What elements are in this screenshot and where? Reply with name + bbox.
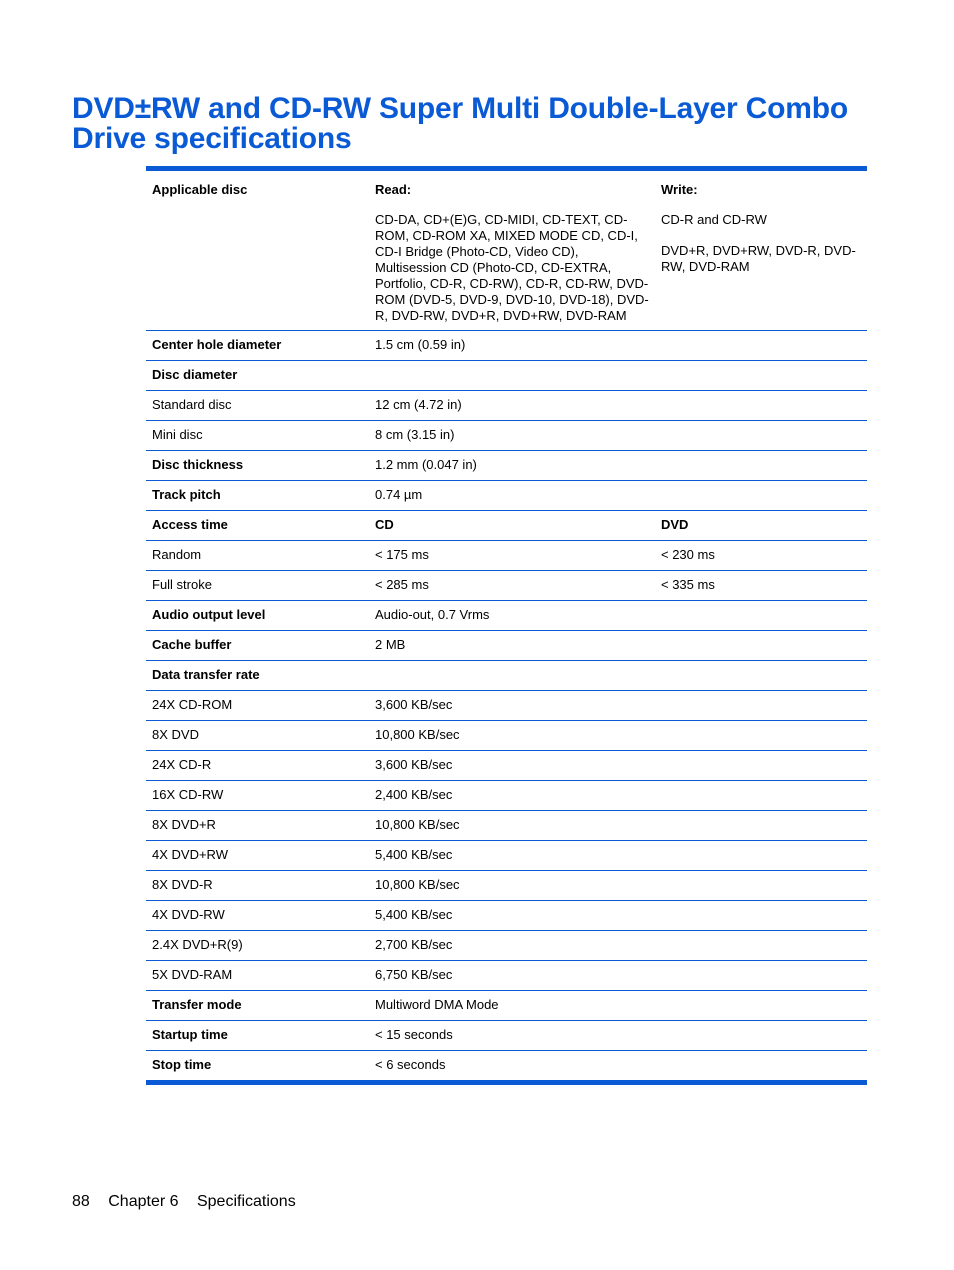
row-value-secondary (655, 421, 867, 451)
row-label: Transfer mode (146, 991, 369, 1021)
row-value: CD (369, 511, 655, 541)
row-value: 3,600 KB/sec (369, 751, 655, 781)
row-label: Startup time (146, 1021, 369, 1051)
table-row (146, 871, 867, 901)
row-label: Stop time (152, 1057, 212, 1072)
row-value: 2,400 KB/sec (369, 781, 655, 811)
row-label: Audio output level (146, 601, 369, 631)
table-row (146, 511, 867, 541)
row-value: < 15 seconds (369, 1021, 655, 1051)
row-label: Center hole diameter (146, 331, 369, 361)
row-value: 0.74 µm (369, 481, 655, 511)
row-value: 5,400 KB/sec (369, 841, 655, 871)
write-cell (655, 169, 867, 331)
row-value-secondary (655, 691, 867, 721)
row-value: 1.2 mm (0.047 in) (369, 451, 655, 481)
read-formats: CD-DA, CD+(E)G, CD-MIDI, CD-TEXT, CD-ROM, CD-ROM XA, MIXED MODE CD, CD-I, CD-I Bridge (Photo-CD, Video CD), Multisession CD (Photo-CD, CD-EXTRA, Portfolio, CD-R, CD-RW), CD-R, CD-RW, DVD-ROM (DVD-5, DVD-9, DVD-10, DVD-18), DVD-R, DVD-RW, DVD+R, DVD+RW, DVD-RAM (375, 212, 649, 323)
row-value-secondary: < 335 ms (655, 571, 867, 601)
row-label: Cache buffer (146, 631, 369, 661)
specifications-table (146, 166, 867, 1085)
table-row (146, 421, 867, 451)
row-value-secondary (655, 331, 867, 361)
row-label: Mini disc (146, 421, 369, 451)
row-value-secondary (655, 961, 867, 991)
row-label: 8X DVD+R (146, 811, 369, 841)
row-value: 5,400 KB/sec (369, 901, 655, 931)
table-row (146, 601, 867, 631)
table-row (146, 541, 867, 571)
table-row (146, 391, 867, 421)
row-value-secondary (655, 991, 867, 1021)
row-label: 2.4X DVD+R(9) (146, 931, 369, 961)
row-value: 2 MB (369, 631, 655, 661)
row-value: < 175 ms (369, 541, 655, 571)
row-label: Full stroke (146, 571, 369, 601)
row-label: 24X CD-R (146, 751, 369, 781)
row-value: 10,800 KB/sec (369, 811, 655, 841)
table-row (146, 991, 867, 1021)
row-value-secondary (655, 751, 867, 781)
row-value: 12 cm (4.72 in) (369, 391, 655, 421)
row-value: < 6 seconds (375, 1057, 446, 1072)
table-row (146, 781, 867, 811)
row-label: 4X DVD-RW (146, 901, 369, 931)
row-label: Disc thickness (146, 451, 369, 481)
row-label: Data transfer rate (146, 661, 369, 691)
write-formats-cd: CD-R and CD-RW (661, 212, 767, 227)
row-value-secondary: < 230 ms (655, 541, 867, 571)
page-number: 88 (72, 1193, 90, 1210)
row-value-secondary (655, 661, 867, 691)
row-value: Audio-out, 0.7 Vrms (369, 601, 655, 631)
row-value: 6,750 KB/sec (369, 961, 655, 991)
table-row (146, 691, 867, 721)
row-label: 5X DVD-RAM (146, 961, 369, 991)
row-value-secondary (655, 601, 867, 631)
row-label: 16X CD-RW (146, 781, 369, 811)
row-value: 1.5 cm (0.59 in) (369, 331, 655, 361)
row-value-secondary: DVD (655, 511, 867, 541)
read-header: Read: (375, 182, 412, 197)
read-cell (369, 169, 655, 331)
row-value: 10,800 KB/sec (369, 721, 655, 751)
row-value: 10,800 KB/sec (369, 871, 655, 901)
table-row (146, 571, 867, 601)
page-title: DVD±RW and CD-RW Super Multi Double-Layer Combo Drive specifications (72, 92, 848, 155)
table-row (146, 481, 867, 511)
row-value-secondary (655, 931, 867, 961)
row-value-secondary (655, 481, 867, 511)
row-value (369, 661, 655, 691)
row-value-secondary (655, 631, 867, 661)
page-footer (72, 1192, 310, 1212)
row-value-secondary (655, 901, 867, 931)
row-value-secondary (655, 1051, 867, 1083)
row-label: 4X DVD+RW (146, 841, 369, 871)
row-value: < 285 ms (369, 571, 655, 601)
footer-section: Specifications (196, 1193, 296, 1210)
row-value-secondary (655, 451, 867, 481)
write-header: Write: (661, 182, 698, 197)
row-label: Access time (146, 511, 369, 541)
table-row (146, 631, 867, 661)
row-label: 8X DVD (146, 721, 369, 751)
table-row (146, 811, 867, 841)
row-value: 8 cm (3.15 in) (369, 421, 655, 451)
row-label: Random (146, 541, 369, 571)
table-row (146, 931, 867, 961)
row-label: Track pitch (146, 481, 369, 511)
table-row (146, 751, 867, 781)
table-row (146, 361, 867, 391)
table-row (146, 1021, 867, 1051)
row-value: 3,600 KB/sec (369, 691, 655, 721)
row-label: Disc diameter (146, 361, 369, 391)
row-value-secondary (655, 391, 867, 421)
row-label: Applicable disc (146, 169, 369, 331)
table-row (146, 961, 867, 991)
row-value-secondary (655, 811, 867, 841)
row-value-secondary (655, 361, 867, 391)
row-value-secondary (655, 841, 867, 871)
table-row (146, 841, 867, 871)
table-row-applicable-disc (146, 169, 867, 331)
table-row (146, 721, 867, 751)
row-value: 2,700 KB/sec (369, 931, 655, 961)
row-label: 24X CD-ROM (146, 691, 369, 721)
row-value-secondary (655, 871, 867, 901)
row-value-secondary (655, 1021, 867, 1051)
table-row (146, 661, 867, 691)
table-row (146, 1051, 867, 1083)
row-value: Multiword DMA Mode (369, 991, 655, 1021)
row-label: Standard disc (146, 391, 369, 421)
row-label: 8X DVD-R (146, 871, 369, 901)
write-formats-dvd: DVD+R, DVD+RW, DVD-R, DVD-RW, DVD-RAM (661, 243, 856, 274)
table-row (146, 451, 867, 481)
row-value (369, 361, 655, 391)
table-row (146, 901, 867, 931)
row-value-secondary (655, 721, 867, 751)
footer-chapter: Chapter 6 (108, 1193, 179, 1210)
row-value-secondary (655, 781, 867, 811)
specifications-table-body (146, 169, 867, 1083)
table-row (146, 331, 867, 361)
